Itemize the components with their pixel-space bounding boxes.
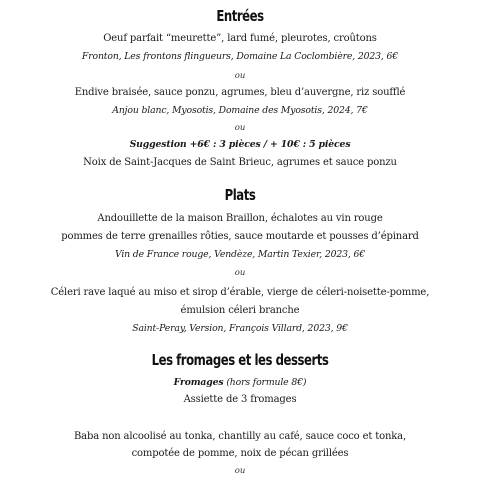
fromages-detail: Assiette de 3 fromages: [183, 394, 297, 405]
entree-dish-1: Oeuf parfait “meurette”, lard fumé, pleurotes, croûtons: [103, 33, 377, 44]
entree-or-1: ou: [234, 71, 246, 81]
plat-wine-1: Vin de France rouge, Vendèze, Martin Texier, 2023, 6€: [114, 249, 366, 260]
plats-heading: Plats: [224, 186, 256, 204]
entrees-heading: Entrées: [216, 7, 264, 25]
entree-dish-2: Endive braisée, sauce ponzu, agrumes, bleu d’auvergne, riz soufflé: [74, 87, 406, 98]
plat-wine-2: Saint-Peray, Version, François Villard, 2023, 9€: [132, 323, 348, 334]
plat-dish-1-line-1: Andouillette de la maison Braillon, échalotes au vin rouge: [97, 213, 383, 224]
fromages-note: (hors formule 8€): [223, 377, 307, 388]
entree-dish-3: Noix de Saint-Jacques de Saint Brieuc, agrumes et sauce ponzu: [83, 157, 397, 168]
entree-wine-2: Anjou blanc, Myosotis, Domaine des Myosotis, 2024, 7€: [112, 105, 368, 116]
entree-wine-1: Fronton, Les frontons flingueurs, Domaine La Coclombière, 2023, 6€: [81, 51, 399, 62]
entree-or-2: ou: [234, 123, 246, 133]
plat-or-1: ou: [234, 268, 246, 278]
dessert-or-1: ou: [234, 466, 246, 476]
plat-dish-1-line-2: pommes de terre grenailles rôties, sauce moutarde et pousses d’épinard: [61, 231, 419, 242]
fromages-desserts-heading: Les fromages et les desserts: [151, 351, 329, 369]
plat-dish-2-line-2: émulsion céleri branche: [180, 305, 300, 316]
plat-dish-2-line-1: Céleri rave laqué au miso et sirop d’érable, vierge de céleri-noisette-pomme,: [50, 287, 430, 298]
entree-suggestion: Suggestion +6€ : 3 pièces / + 10€ : 5 pièces: [129, 139, 351, 150]
fromages-label: Fromages: [173, 377, 224, 388]
fromages-line: [0, 378, 480, 387]
dessert-1-line-1: Baba non alcoolisé au tonka, chantilly au café, sauce coco et tonka,: [73, 431, 407, 442]
dessert-1-line-2: compotée de pomme, noix de pécan grillées: [131, 448, 349, 459]
